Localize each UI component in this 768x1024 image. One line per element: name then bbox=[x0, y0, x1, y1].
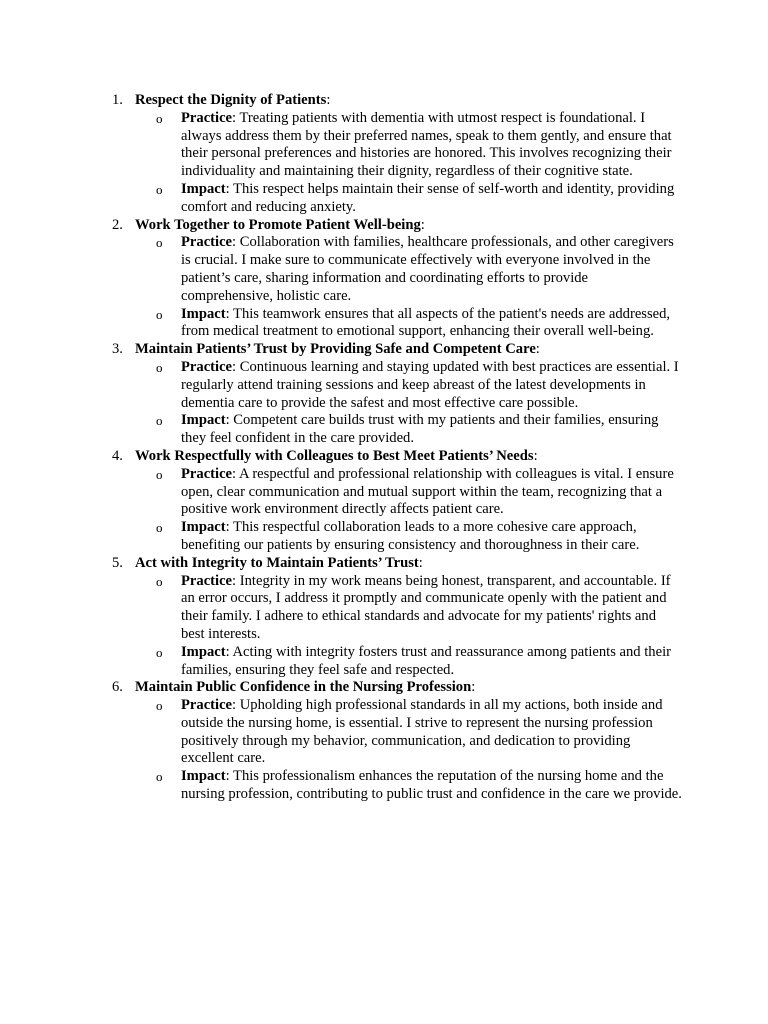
item-number: 2. bbox=[112, 216, 123, 233]
sub-bullet bbox=[135, 412, 692, 448]
sub-bullet-text bbox=[181, 644, 692, 680]
item-heading-line bbox=[135, 448, 692, 466]
sub-bullet-text bbox=[181, 412, 692, 448]
bullet-marker: o bbox=[156, 181, 163, 197]
bullet-marker: o bbox=[156, 573, 163, 589]
sub-bullet-text bbox=[181, 306, 692, 342]
item-heading-line bbox=[135, 92, 692, 110]
item-heading: Work Respectfully with Colleagues to Best Meet Patients’ Needs bbox=[135, 447, 534, 464]
sub-bullet-text bbox=[181, 697, 692, 768]
sub-bullet-text bbox=[181, 359, 692, 412]
sub-bullet-body: : This respect helps maintain their sense of self-worth and identity, providing comfort and reducing anxiety. bbox=[181, 180, 675, 215]
item-number: 6. bbox=[112, 679, 123, 696]
sub-bullet-text bbox=[181, 768, 692, 804]
list-item bbox=[112, 341, 692, 448]
sub-bullet-label: Practice bbox=[181, 465, 233, 482]
heading-colon: : bbox=[535, 341, 540, 358]
heading-colon: : bbox=[533, 447, 538, 464]
item-number: 3. bbox=[112, 341, 123, 358]
sub-bullet bbox=[135, 306, 692, 342]
bullet-marker: o bbox=[156, 235, 163, 251]
sub-bullet-label: Impact bbox=[181, 180, 226, 197]
sub-bullet-body: : This teamwork ensures that all aspects of the patient's needs are addressed, from medical treatment to emotional support, enhancing their overall well-being. bbox=[181, 305, 671, 340]
bullet-marker: o bbox=[156, 698, 163, 714]
sub-bullet-label: Practice bbox=[181, 234, 233, 251]
numbered-list bbox=[112, 92, 692, 804]
bullet-marker: o bbox=[156, 520, 163, 536]
sub-bullet-text bbox=[181, 519, 692, 555]
sub-bullet-label: Impact bbox=[181, 768, 226, 785]
item-heading: Respect the Dignity of Patients bbox=[135, 92, 327, 108]
heading-colon: : bbox=[420, 216, 425, 233]
sub-bullet-body: : Integrity in my work means being honest, transparent, and accountable. If an error occurs, I address it promptly and communicate openly with the patient and their family. I adhere to ethical standards and advocate for my patients' rights and best interests. bbox=[181, 572, 671, 642]
sub-bullet bbox=[135, 359, 692, 412]
sub-bullet-body: : This respectful collaboration leads to a more cohesive care approach, benefiting our patients by ensuring consistency and thoroughness in their care. bbox=[181, 519, 640, 553]
sub-bullet-label: Practice bbox=[181, 109, 233, 126]
item-heading-line bbox=[135, 679, 692, 697]
sub-bullet-label: Impact bbox=[181, 519, 226, 536]
item-heading-line bbox=[135, 555, 692, 573]
sub-bullet-label: Practice bbox=[181, 697, 233, 714]
sub-bullet bbox=[135, 519, 692, 555]
sub-bullet-label: Practice bbox=[181, 572, 233, 589]
sub-bullet-text bbox=[181, 234, 692, 305]
bullet-marker: o bbox=[156, 359, 163, 375]
sub-bullet-label: Impact bbox=[181, 305, 226, 322]
sub-bullet bbox=[135, 466, 692, 519]
sub-bullet-body: : This professionalism enhances the reputation of the nursing home and the nursing profession, contributing to public trust and confidence in the care we provide. bbox=[181, 768, 682, 803]
list-item bbox=[112, 217, 692, 342]
bullet-marker: o bbox=[156, 413, 163, 429]
sub-bullet-body: : Upholding high professional standards in all my actions, both inside and outside the nursing home, is essential. I strive to represent the nursing profession positively through my behavior, communication, and dedication to providing excellent care. bbox=[181, 697, 663, 767]
item-heading-line bbox=[135, 341, 692, 359]
sub-bullet-text bbox=[181, 181, 692, 217]
bullet-marker: o bbox=[156, 110, 163, 126]
heading-colon: : bbox=[418, 554, 423, 571]
list-item bbox=[112, 555, 692, 680]
item-heading: Maintain Public Confidence in the Nursing Profession bbox=[135, 679, 472, 696]
bullet-marker: o bbox=[156, 644, 163, 660]
bullet-marker: o bbox=[156, 306, 163, 322]
sub-bullet bbox=[135, 697, 692, 768]
item-heading: Act with Integrity to Maintain Patients’ Trust bbox=[135, 554, 419, 571]
item-heading: Maintain Patients’ Trust by Providing Safe and Competent Care bbox=[135, 341, 536, 358]
sub-bullet-body: : Acting with integrity fosters trust and reassurance among patients and their families, ensuring they feel safe and respected. bbox=[181, 643, 671, 678]
bullet-marker: o bbox=[156, 466, 163, 482]
sub-bullet-body: : Continuous learning and staying updated with best practices are essential. I regularly attend training sessions and keep abreast of the latest developments in dementia care to provide the safest and most effective care possible. bbox=[181, 358, 679, 411]
sub-bullet bbox=[135, 573, 692, 644]
list-item bbox=[112, 92, 692, 217]
item-heading-line bbox=[135, 217, 692, 235]
item-number: 5. bbox=[112, 554, 123, 571]
bullet-marker: o bbox=[156, 769, 163, 785]
list-item bbox=[112, 448, 692, 555]
sub-bullet-body: : Competent care builds trust with my patients and their families, ensuring they feel confident in the care provided. bbox=[181, 412, 659, 447]
sub-bullet-text bbox=[181, 110, 692, 181]
sub-bullet-text bbox=[181, 573, 692, 644]
sub-bullet-label: Impact bbox=[181, 643, 226, 660]
sub-bullet-label: Impact bbox=[181, 412, 226, 429]
item-number: 4. bbox=[112, 447, 123, 464]
sub-bullet bbox=[135, 768, 692, 804]
sub-bullet bbox=[135, 181, 692, 217]
sub-bullet-body: : A respectful and professional relationship with colleagues is vital. I ensure open, clear communication and mutual support within the team, recognizing that a positive work environment directly affects patient care. bbox=[181, 465, 674, 518]
sub-bullet-body: : Treating patients with dementia with utmost respect is foundational. I always address them by their preferred names, speak to them gently, and ensure that their personal preferences and histories are honored. This involves recognizing their individuality and maintaining their dignity, regardless of their cognitive state. bbox=[181, 109, 672, 180]
sub-bullet-label: Practice bbox=[181, 358, 233, 375]
list-item bbox=[112, 679, 692, 804]
sub-bullet-body: : Collaboration with families, healthcare professionals, and other caregivers is crucial. I make sure to communicate effectively with everyone involved in the patient’s care, sharing information and coordinating efforts to provide comprehensive, holistic care. bbox=[181, 234, 674, 304]
heading-colon: : bbox=[326, 92, 331, 108]
sub-bullet bbox=[135, 234, 692, 305]
heading-colon: : bbox=[471, 679, 476, 696]
item-heading: Work Together to Promote Patient Well-being bbox=[135, 216, 421, 233]
item-number: 1. bbox=[112, 92, 123, 108]
sub-bullet bbox=[135, 110, 692, 181]
sub-bullet-text bbox=[181, 466, 692, 519]
sub-bullet bbox=[135, 644, 692, 680]
